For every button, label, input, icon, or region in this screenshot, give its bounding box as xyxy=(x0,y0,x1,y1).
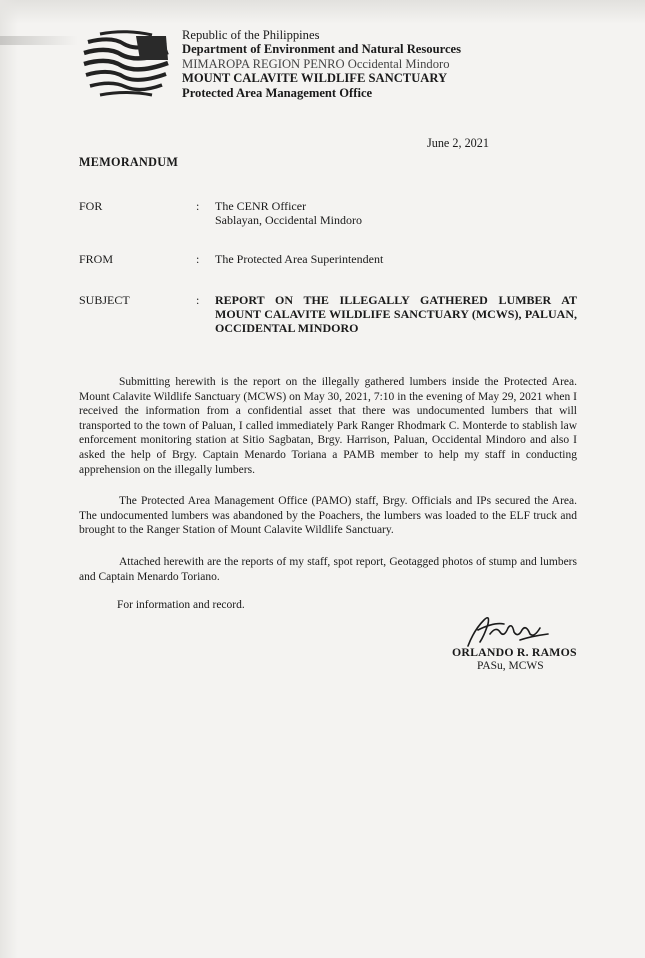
subject-colon: : xyxy=(196,293,200,307)
body-paragraph-2 xyxy=(79,494,577,538)
letterhead xyxy=(182,28,461,100)
scan-shadow-left xyxy=(0,0,18,958)
for-label: FOR xyxy=(79,199,103,213)
signatory-position: PASu, MCWS xyxy=(477,660,544,672)
letterhead-sanctuary: MOUNT CALAVITE WILDLIFE SANCTUARY xyxy=(182,71,448,86)
letterhead-region: MIMAROPA REGION PENRO Occidental Mindoro xyxy=(182,56,450,71)
for-colon: : xyxy=(196,199,200,213)
from-sender: The Protected Area Superintendent xyxy=(215,252,384,266)
scan-shadow-top xyxy=(0,0,645,24)
body-paragraph-2-text: The Protected Area Management Office (PAMO) staff, Brgy. Officials and IPs secured the Area. The undocumented lumbers was abandoned by the Poachers, the lumbers was loaded to the ELF truck and brought to the Ranger Station of Mount Calavite Wildlife Sanctuary. xyxy=(79,495,577,537)
for-recipient-line1: The CENR Officer xyxy=(215,199,307,213)
memo-date: June 2, 2021 xyxy=(427,136,489,150)
body-paragraph-3-text: Attached herewith are the reports of my staff, spot report, Geotagged photos of stump and lumbers and Captain Menardo Toriano. xyxy=(79,556,577,583)
body-paragraph-1-text: Submitting herewith is the report on the illegally gathered lumbers inside the Protected Area. Mount Calavite Wildlife Sanctuary (MCWS) on May 30, 2021, 7:10 in the evening of May 29, 2021 when I received the information from a confidential asset that there was undocumented lumbers that will transported to the town of Paluan, I called immediately Park Ranger Rhodmark C. Monterde to stablish law enforcement monitoring station at Sitio Sagbatan, Brgy. Harrison, Paluan, Occidental Mindoro and also I asked the help of Brgy. Captain Menardo Toriana a PAMB member to help my staff in conducting apprehension on the illegally lumbers. xyxy=(79,376,577,476)
letterhead-office: Protected Area Management Office xyxy=(182,85,373,100)
letterhead-department: Department of Environment and Natural Resources xyxy=(182,42,462,57)
signatory-name: ORLANDO R. RAMOS xyxy=(452,645,577,659)
denr-logo-icon xyxy=(82,30,170,98)
letterhead-republic: Republic of the Philippines xyxy=(182,28,320,42)
subject-label: SUBJECT xyxy=(79,293,130,307)
subject-text: REPORT ON THE ILLEGALLY GATHERED LUMBER AT MOUNT CALAVITE WILDLIFE SANCTUARY (MCWS), PALUAN, OCCIDENTAL MINDORO xyxy=(215,293,577,335)
for-recipient xyxy=(215,199,362,227)
scan-smudge xyxy=(0,36,78,45)
body-paragraph-3 xyxy=(79,555,577,584)
from-colon: : xyxy=(196,252,200,266)
for-recipient-line2: Sablayan, Occidental Mindoro xyxy=(215,213,362,227)
closing-line: For information and record. xyxy=(117,599,245,611)
memo-title: MEMORANDUM xyxy=(79,155,179,169)
from-label: FROM xyxy=(79,252,114,266)
body-paragraph-1 xyxy=(79,375,577,477)
